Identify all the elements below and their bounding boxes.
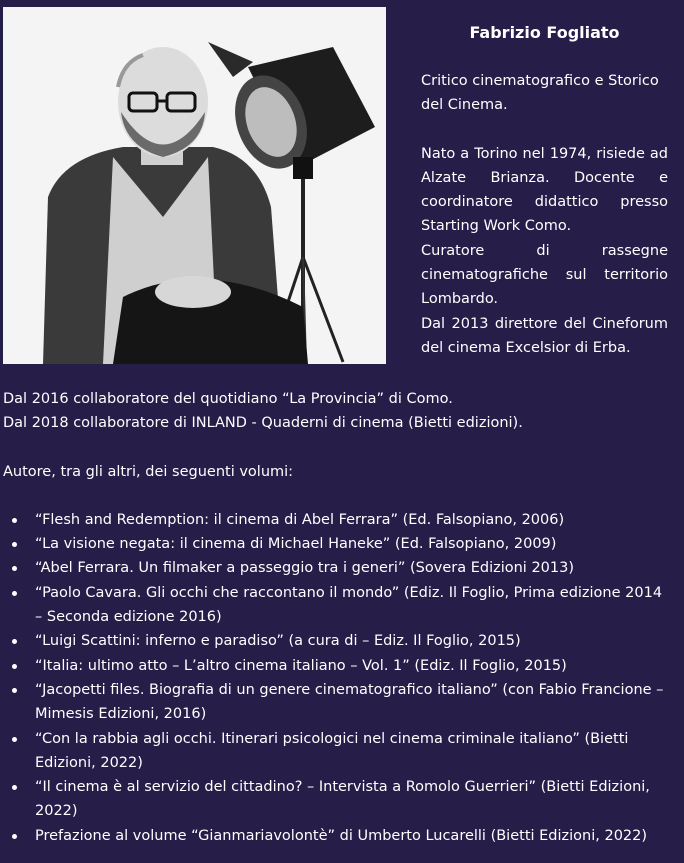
bio-paragraph: Dal 2013 direttore del Cineforum del cinema Excelsior di Erba. (421, 315, 668, 356)
collaboration-line: Dal 2016 collaboratore del quotidiano “La Provincia” di Como. (3, 391, 453, 407)
list-item: “Paolo Cavara. Gli occhi che raccontano il mondo” (Ediz. Il Foglio, Prima edizione 2014 – Seconda edizione 2016) (35, 581, 673, 630)
list-item: “Italia: ultimo atto – L’altro cinema italiano – Vol. 1” (Ediz. Il Foglio, 2015) (35, 654, 673, 678)
list-item: Prefazione al volume “Gianmariavolontè” di Umberto Lucarelli (Bietti Edizioni, 2022) (35, 824, 673, 848)
collaboration-line: Dal 2018 collaboratore di INLAND - Quaderni di cinema (Bietti edizioni). (3, 415, 523, 432)
bio-paragraph: Nato a Torino nel 1974, risiede ad Alzate Brianza. Docente e coordinatore didattico presso Starting Work Como. (421, 145, 668, 235)
author-role: Critico cinematografico e Storico del Cinema. (421, 73, 659, 114)
list-item: “La visione negata: il cinema di Michael Haneke” (Ed. Falsopiano, 2009) (35, 532, 673, 556)
portrait-photo (3, 7, 386, 364)
author-name: Fabrizio Fogliato (469, 23, 620, 42)
list-item: “Luigi Scattini: inferno e paradiso” (a cura di – Ediz. Il Foglio, 2015) (35, 629, 673, 653)
list-item: “Il cinema è al servizio del cittadino? – Intervista a Romolo Guerrieri” (Bietti Edizioni, 2022) (35, 775, 673, 824)
books-list (3, 508, 673, 848)
bio-paragraph: Curatore di rassegne cinematografiche sul territorio Lombardo. (421, 242, 668, 308)
books-intro: Autore, tra gli altri, dei seguenti volumi: (3, 463, 294, 480)
list-item: “Con la rabbia agli occhi. Itinerari psicologici nel cinema criminale italiano” (Bietti Edizioni, 2022) (35, 727, 673, 776)
list-item: “Jacopetti files. Biografia di un genere cinematografico italiano” (con Fabio Francione – Mimesis Edizioni, 2016) (35, 678, 673, 727)
bio-column (421, 21, 668, 360)
list-item: “Flesh and Redemption: il cinema di Abel Ferrara” (Ed. Falsopiano, 2006) (35, 508, 673, 532)
list-item: “Abel Ferrara. Un filmaker a passeggio tra i generi” (Sovera Edizioni 2013) (35, 556, 673, 580)
main-text (3, 387, 673, 848)
